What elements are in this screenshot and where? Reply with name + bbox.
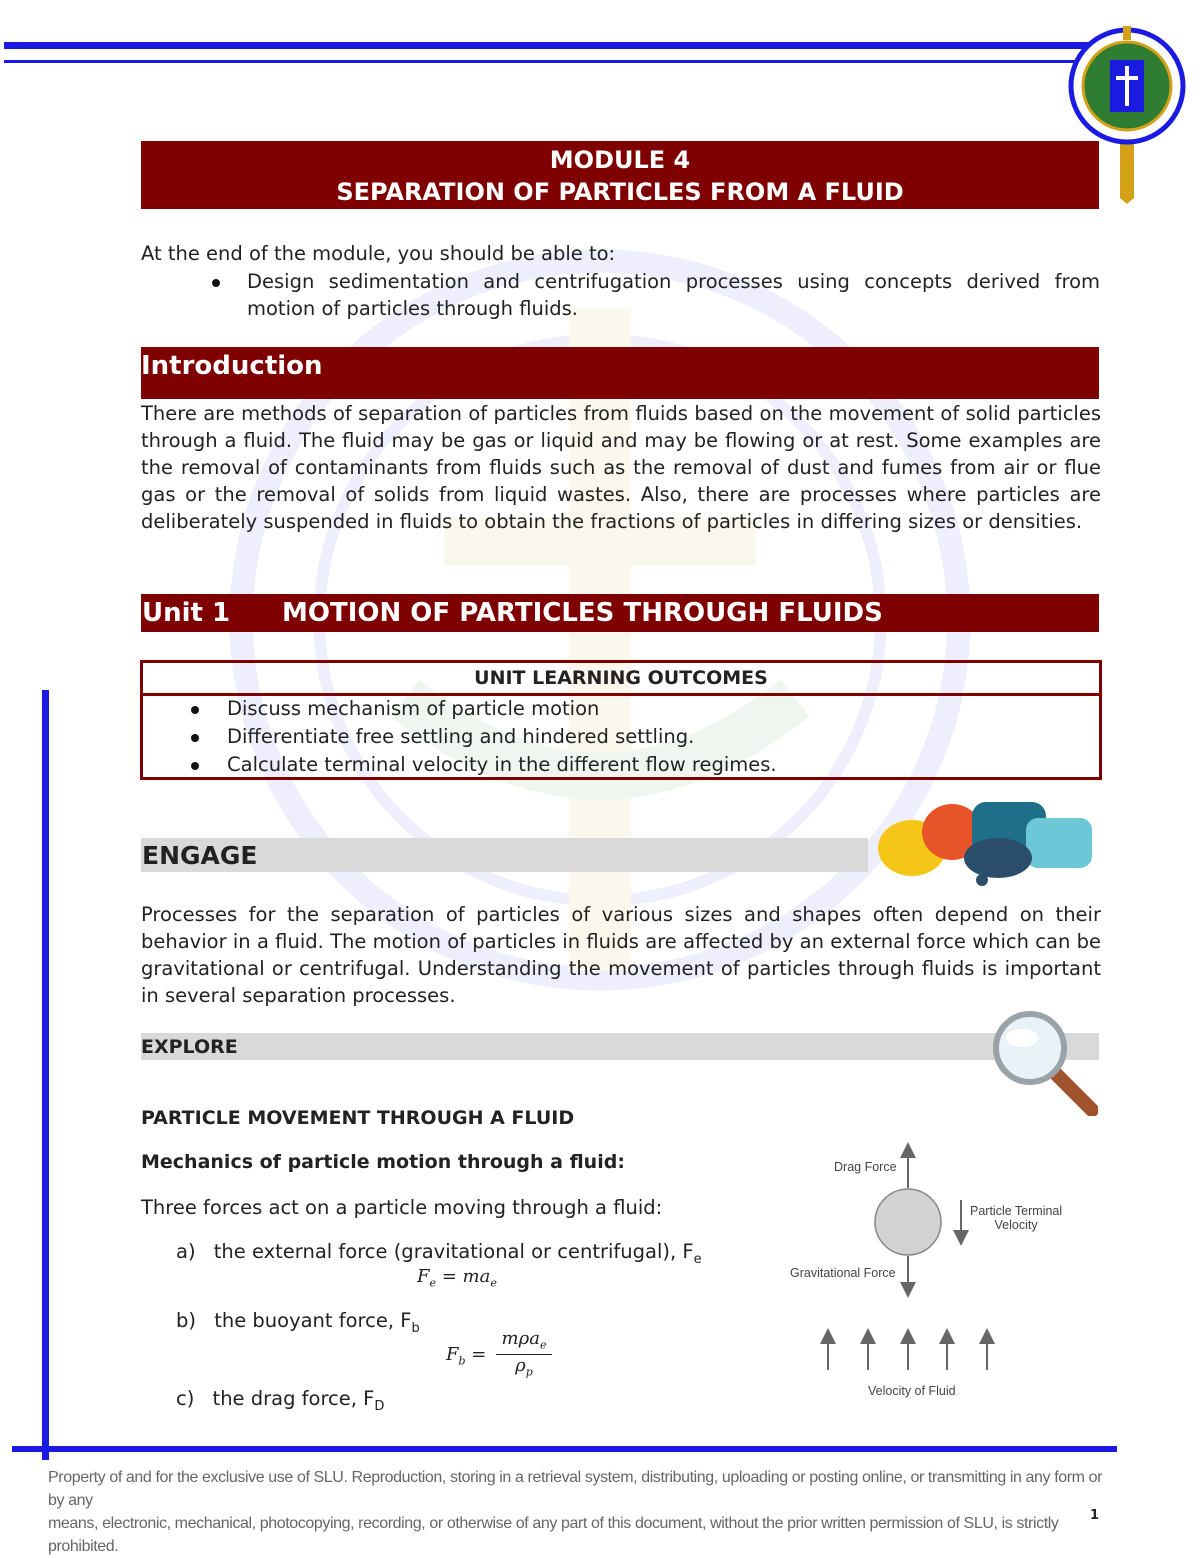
force-label: a) [176,1240,196,1263]
force-label: b) [176,1309,196,1332]
eq-denominator [496,1355,552,1379]
eq-symbol: F [446,1344,459,1365]
force-subscript: e [693,1251,702,1267]
introduction-heading-text: Introduction [141,351,323,381]
particle-force-diagram [780,1140,1080,1410]
eq-subscript: b [458,1354,466,1368]
module-number: MODULE 4 [549,146,691,174]
gravitational-force-label: Gravitational Force [790,1266,896,1280]
equation-buoyant-force-lhs: $F_b$ = [446,1344,487,1368]
ulo-item [191,751,777,778]
introduction-body: There are methods of separation of particles from fluids based on the movement of solid particles through a fluid. The fluid may be gas or liquid and may be flowing or at rest. Some examples are the removal of contaminants from fluids such as the removal of dust and fumes from air or flue gas or the removal of solids from liquid wastes. Also, there are processes where particles are deliberately suspended in fluids to obtain the fractions of particles in differing sizes or densities. [141,402,1101,533]
unit-number: Unit 1 [142,598,231,628]
force-label: c) [176,1387,195,1410]
unit-learning-outcomes-box [140,660,1102,780]
footer-line1: Property of and for the exclusive use of SLU. Reproduction, storing in a retrieval system, distributing, uploading or posting online, or transmitting in any form or by any [48,1469,1103,1509]
eq-symbol: F [417,1266,430,1287]
force-item-drag [176,1385,384,1420]
ulo-item-text: Discuss mechanism of particle motion [227,697,600,720]
explore-heading: EXPLORE [141,1036,238,1058]
bottom-rule [12,1446,1117,1452]
ulo-item [191,723,694,750]
objectives-intro: At the end of the module, you should be able to: [141,242,616,265]
ulo-heading: UNIT LEARNING OUTCOMES [143,663,1099,696]
terminal-velocity-line2: Velocity [994,1218,1038,1232]
equation-external-force: $F_e = ma_e$ [417,1266,497,1290]
objective-item [212,268,1100,322]
engage-heading-bar [141,838,868,872]
magnifying-glass-icon [990,1010,1098,1116]
eq-subscript: e [429,1276,437,1290]
page-number: 1 [1090,1508,1100,1523]
mechanics-title: Mechanics of particle motion through a fluid: [141,1151,625,1173]
eq-symbol: ma [462,1266,491,1287]
eq-subscript: e [539,1338,547,1352]
eq-subscript: e [490,1276,497,1290]
side-rule [42,690,49,1460]
force-item-buoyant [176,1307,420,1342]
force-text: the external force (gravitational or centrifugal), F [213,1240,694,1263]
copyright-footer [48,1466,1118,1558]
engage-heading: ENGAGE [142,841,258,870]
objective-text: Design sedimentation and centrifugation processes using concepts derived from motion of particles through fluids. [247,270,1100,320]
unit-title: MOTION OF PARTICLES THROUGH FLUIDS [282,598,883,628]
eq-symbol: mρa [501,1328,540,1349]
forces-intro: Three forces act on a particle moving through a fluid: [141,1196,663,1219]
equation-buoyant-force-fraction [496,1328,552,1378]
top-rule-thick [4,42,1104,49]
explore-subheading: PARTICLE MOVEMENT THROUGH A FLUID [141,1107,575,1129]
terminal-velocity-label [970,1204,1062,1232]
drag-force-label: Drag Force [834,1160,897,1174]
bullet-dot [191,762,199,770]
module-title: SEPARATION OF PARTICLES FROM A FLUID [336,178,904,206]
eq-subscript: p [525,1365,533,1379]
force-text: the drag force, F [212,1387,375,1410]
bullet-dot [191,734,199,742]
module-header [141,141,1099,209]
bullet-dot [191,706,199,714]
terminal-velocity-line1: Particle Terminal [970,1204,1063,1218]
introduction-heading [141,347,1099,399]
force-subscript: b [411,1320,420,1336]
force-text: the buoyant force, F [214,1309,412,1332]
explore-heading-bar [141,1033,1099,1060]
velocity-of-fluid-label: Velocity of Fluid [868,1384,956,1398]
footer-line2: means, electronic, mechanical, photocopying, recording, or otherwise of any part of this document, without the prior written permission of SLU, is strictly prohibited. [48,1515,1059,1555]
top-rule-thin [4,60,1094,63]
eq-numerator [496,1328,552,1355]
speech-bubbles-icon [876,796,1094,888]
force-subscript: D [374,1398,385,1414]
bullet-dot [212,279,220,287]
unit-heading [141,594,1099,632]
engage-body: Processes for the separation of particles of various sizes and shapes often depend on their behavior in a fluid. The motion of particles in fluids are affected by an external force which can be gravitational or centrifugal. Understanding the movement of particles through fluids is important in several separation processes. [141,903,1101,1007]
eq-symbol: ρ [515,1354,526,1376]
ulo-item-text: Differentiate free settling and hindered settling. [227,725,695,748]
ulo-item-text: Calculate terminal velocity in the different flow regimes. [227,753,777,776]
ulo-item [191,695,599,722]
